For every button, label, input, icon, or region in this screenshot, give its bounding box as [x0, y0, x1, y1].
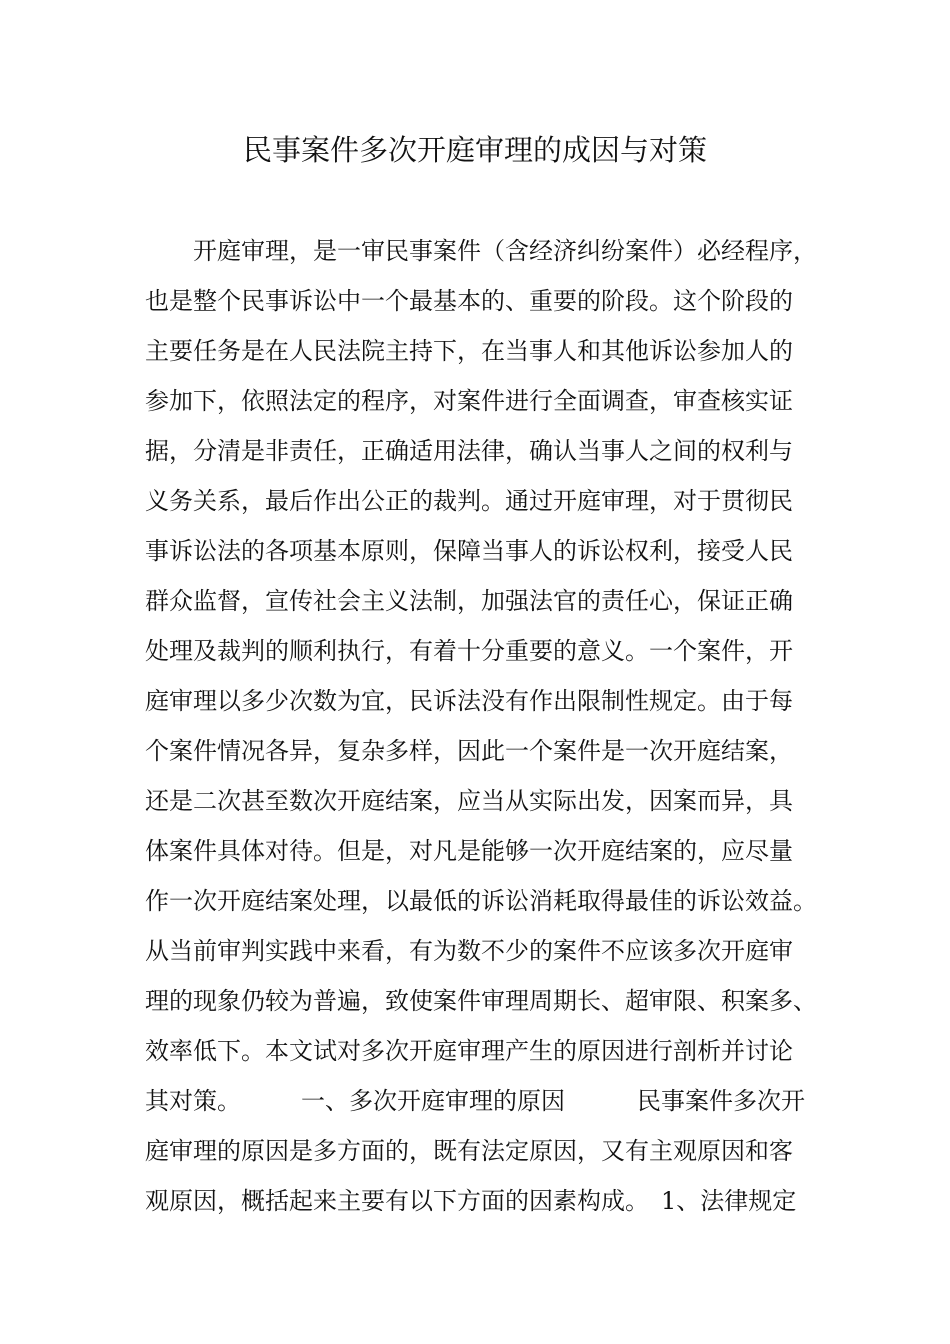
body-line: 理的现象仍较为普遍，致使案件审理周期长、超审限、积案多、 [145, 987, 817, 1015]
body-line: 观原因，概括起来主要有以下方面的因素构成。 1、法律规定 [145, 1187, 797, 1215]
body-line: 主要任务是在人民法院主持下，在当事人和其他诉讼参加人的 [145, 337, 793, 365]
document-body [145, 226, 825, 1226]
body-line: 群众监督，宣传社会主义法制，加强法官的责任心，保证正确 [145, 587, 793, 615]
body-line: 事诉讼法的各项基本原则，保障当事人的诉讼权利，接受人民 [145, 537, 793, 565]
document-title: 民事案件多次开庭审理的成因与对策 [242, 133, 707, 167]
body-line: 也是整个民事诉讼中一个最基本的、重要的阶段。这个阶段的 [145, 287, 793, 315]
body-line: 参加下，依照法定的程序，对案件进行全面调查，审查核实证 [145, 387, 793, 415]
body-line: 个案件情况各异，复杂多样，因此一个案件是一次开庭结案， [145, 737, 793, 765]
body-line: 还是二次甚至数次开庭结案，应当从实际出发，因案而异，具 [145, 787, 793, 815]
body-line: 义务关系，最后作出公正的裁判。通过开庭审理，对于贯彻民 [145, 487, 793, 515]
body-line: 其对策。 一、多次开庭审理的原因 民事案件多次开 [145, 1087, 805, 1115]
body-line: 体案件具体对待。但是，对凡是能够一次开庭结案的，应尽量 [145, 837, 793, 865]
body-line: 从当前审判实践中来看，有为数不少的案件不应该多次开庭审 [145, 937, 793, 965]
body-line: 庭审理的原因是多方面的，既有法定原因，又有主观原因和客 [145, 1137, 793, 1165]
body-line: 开庭审理，是一审民事案件（含经济纠纷案件）必经程序， [145, 237, 817, 265]
body-line: 效率低下。本文试对多次开庭审理产生的原因进行剖析并讨论 [145, 1037, 793, 1065]
body-line: 庭审理以多少次数为宜，民诉法没有作出限制性规定。由于每 [145, 687, 793, 715]
body-line: 处理及裁判的顺利执行，有着十分重要的意义。一个案件，开 [145, 637, 793, 665]
body-line: 作一次开庭结案处理，以最低的诉讼消耗取得最佳的诉讼效益。 [145, 887, 817, 915]
body-line: 据，分清是非责任，正确适用法律，确认当事人之间的权利与 [145, 437, 793, 465]
